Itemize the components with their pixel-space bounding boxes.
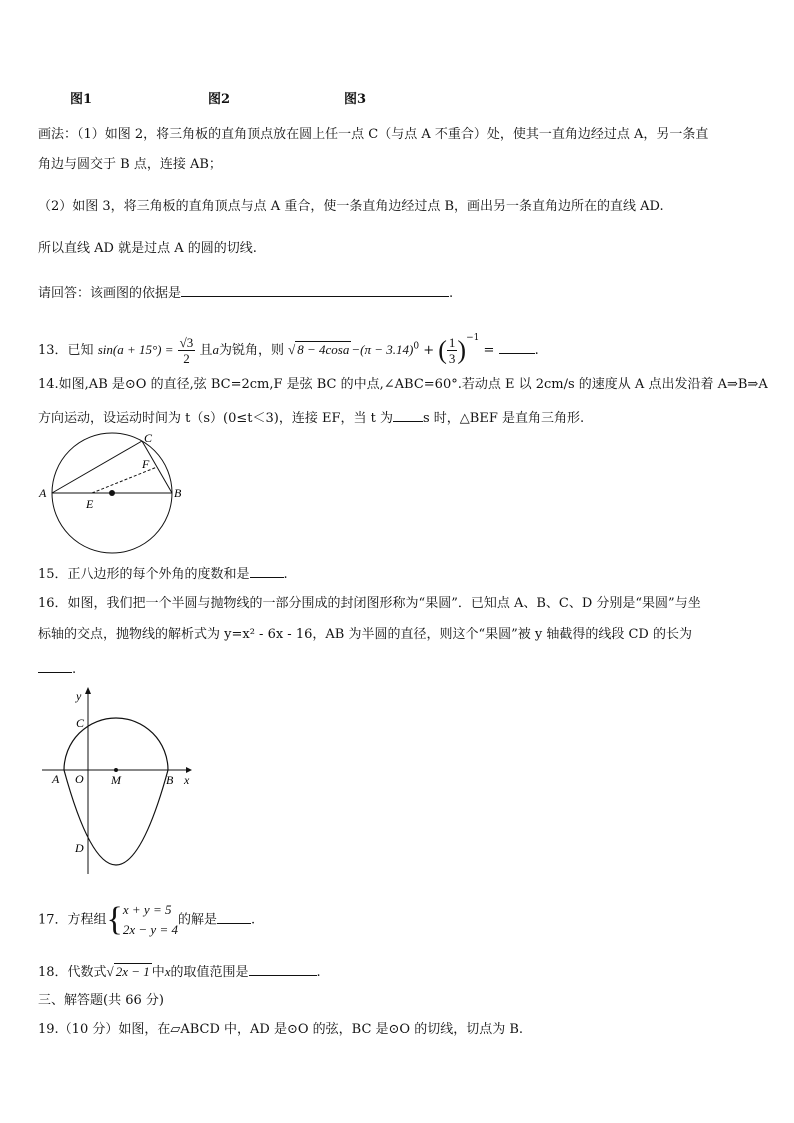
q13-end: . xyxy=(534,343,539,358)
q12-answer-blank[interactable] xyxy=(181,284,449,297)
q12-method-line3: （2）如图 3，将三角板的直角顶点与点 A 重合，使一条直角边经过点 B，画出另一条直角边所在的直线 AD. xyxy=(38,199,664,214)
q13-third xyxy=(447,335,458,366)
q14-label-c: C xyxy=(144,431,153,445)
q16-label-a: A xyxy=(52,772,60,786)
q13-number: 13．已知 xyxy=(38,343,94,358)
figure-label-1: 图1 xyxy=(70,92,93,107)
q15-end: . xyxy=(283,567,288,582)
q16-line2: 标轴的交点，抛物线的解析式为 y=x² - 6x - 16，AB 为半圆的直径，则这个“果圆”被 y 轴截得的线段 CD 的长为 xyxy=(38,627,692,642)
q18-sqrt-content: 2x − 1 xyxy=(115,964,150,979)
q14-label-e: E xyxy=(86,497,94,511)
q13-sin-expr: sin(a + 15°) = xyxy=(97,342,174,357)
q13-exp0: 0 xyxy=(413,341,420,352)
q16-label-c: C xyxy=(76,716,85,730)
q18-var: x xyxy=(164,964,171,979)
q17-tail: 的解是 xyxy=(177,912,217,928)
q13 xyxy=(38,320,539,366)
q16-label-o: O xyxy=(75,772,84,786)
q14-line1: 14.如图,AB 是⊙O 的直径,弦 BC=2cm,F 是弦 BC 的中点,∠ABC=60°.若动点 E 以 2cm/s 的速度从 A 点出发沿着 A⇒B⇒A xyxy=(38,377,768,392)
q14-line2a: 方向运动，设运动时间为 t（s）(0≤t＜3)，连接 EF，当 t 为 xyxy=(38,411,393,426)
q14-line2 xyxy=(38,409,584,427)
q13-sqrt-content: 8 − 4cosa xyxy=(297,342,350,357)
q16-end: . xyxy=(72,662,77,677)
q18 xyxy=(38,963,321,981)
q16-label-b: B xyxy=(166,773,174,787)
q13-paren-open: ( xyxy=(438,335,447,365)
q13-third-den: 3 xyxy=(448,351,456,366)
q14-answer-blank[interactable] xyxy=(393,409,423,422)
q13-frac-den: 2 xyxy=(183,351,190,366)
q16-center-m xyxy=(114,768,118,772)
q14-label-f: F xyxy=(142,457,150,471)
q13-paren-close: ) xyxy=(457,335,467,365)
q16-label-y: y xyxy=(76,689,82,703)
q16-fruit-circle-figure xyxy=(36,682,206,877)
q13-equals: = xyxy=(483,343,495,358)
q13-mid: 且 xyxy=(199,343,213,358)
q18-mid: 中 xyxy=(151,965,165,980)
q17-end: . xyxy=(250,912,256,928)
q18-tail: 的取值范围是 xyxy=(170,965,249,980)
q14-line2b: s 时，△BEF 是直角三角形. xyxy=(422,411,585,426)
q15-answer-blank[interactable] xyxy=(250,565,284,578)
q12-question-text: 请回答：该画图的依据是 xyxy=(38,286,182,301)
q16-label-d: D xyxy=(75,841,84,855)
q16-label-x: x xyxy=(184,773,190,787)
q13-exp-neg1: −1 xyxy=(466,333,480,343)
q13-acute: 为锐角，则 xyxy=(218,343,284,358)
q14-label-a: A xyxy=(39,486,47,500)
q18-end: . xyxy=(316,965,321,980)
q13-minus-pi: −(π − 3.14) xyxy=(351,342,414,357)
q13-plus: + xyxy=(423,343,435,358)
q15 xyxy=(38,565,288,583)
q16-y-arrow xyxy=(85,687,91,694)
q12-method-line4: 所以直线 AD 就是过点 A 的圆的切线. xyxy=(38,241,257,256)
q16-answer-blank[interactable] xyxy=(38,660,72,673)
q12-question xyxy=(38,284,453,302)
figure-label-3: 图3 xyxy=(344,92,367,107)
q18-number: 18．代数式 xyxy=(38,965,107,980)
q13-var-a: a xyxy=(212,342,219,357)
q13-radical-sign: √ xyxy=(288,342,296,357)
q18-answer-blank[interactable] xyxy=(249,963,317,976)
q17-brace: { xyxy=(106,901,123,938)
q13-fraction xyxy=(178,335,196,366)
q16-line1: 16．如图，我们把一个半圆与抛物线的一部分围成的封闭图形称为“果圆”．已知点 A、B、C、D 分别是“果圆”与坐 xyxy=(38,596,701,611)
q17-eq2: 2x − y = 4 xyxy=(122,922,178,937)
q16-label-m: M xyxy=(111,773,121,787)
q14-center-dot xyxy=(109,490,115,496)
q19: 19.（10 分）如图，在▱ABCD 中，AD 是⊙O 的弦，BC 是⊙O 的切线，切点为 B. xyxy=(38,1022,524,1037)
section3-heading: 三、解答题(共 66 分) xyxy=(38,993,164,1008)
q14-circle-figure xyxy=(34,430,194,555)
q12-end: . xyxy=(449,286,454,301)
q13-answer-blank[interactable] xyxy=(499,341,535,354)
q17-eq1: x + y = 5 xyxy=(122,902,172,917)
q18-radical-sign: √ xyxy=(106,964,114,979)
q17-number: 17．方程组 xyxy=(38,912,107,928)
q14-label-b: B xyxy=(174,486,182,500)
q15-text: 15．正八边形的每个外角的度数和是 xyxy=(38,567,250,582)
q14-chord-ac xyxy=(52,441,142,493)
q16-line3 xyxy=(38,660,76,678)
figure-label-2: 图2 xyxy=(208,92,231,107)
q17 xyxy=(38,898,255,944)
q12-method-line2: 角边与圆交于 B 点，连接 AB； xyxy=(38,157,222,172)
q13-frac-num: √3 xyxy=(179,335,194,350)
q17-answer-blank[interactable] xyxy=(217,911,251,924)
q13-third-num: 1 xyxy=(448,335,456,350)
q12-method-line1: 画法：（1）如图 2，将三角板的直角顶点放在圆上任一点 C（与点 A 不重合）处，使其一直角边经过点 A，另一条直 xyxy=(38,127,709,142)
q17-system xyxy=(123,900,178,940)
